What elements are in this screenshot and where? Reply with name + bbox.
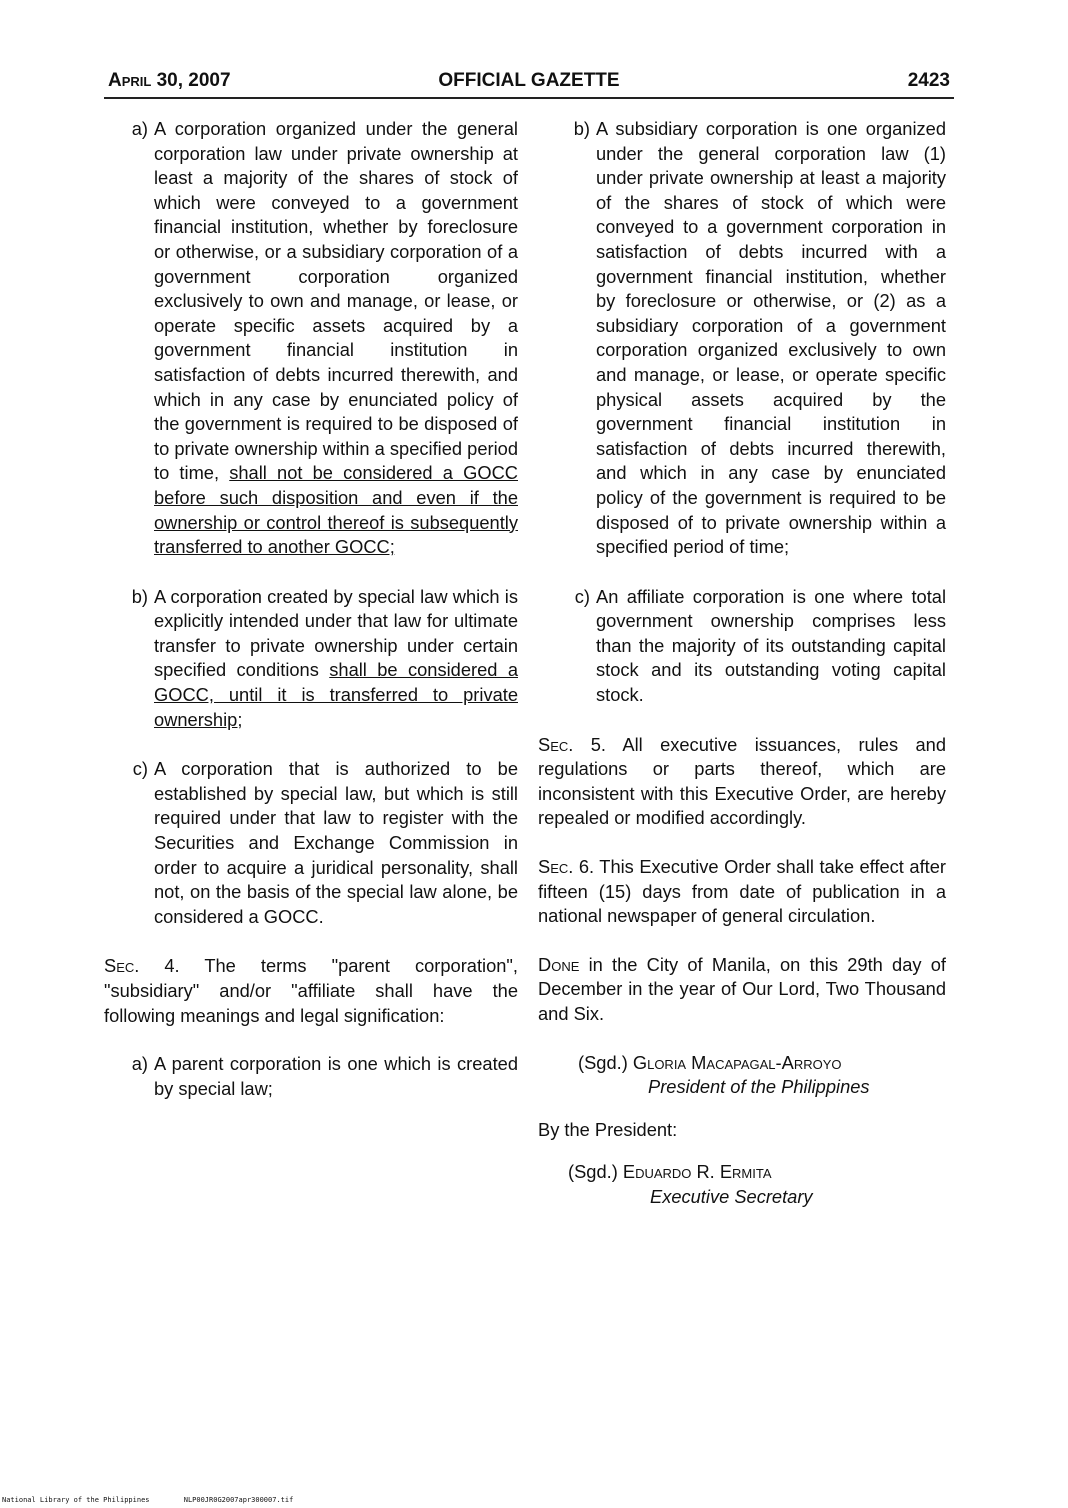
list-item — [538, 585, 946, 708]
done-label: Done — [538, 953, 580, 975]
signature-executive-secretary — [568, 1160, 946, 1209]
issue-date: April 30, 2007 — [108, 70, 231, 91]
signature-line — [568, 1160, 946, 1185]
item-text — [154, 117, 518, 560]
done-paragraph — [538, 953, 946, 1027]
section-text: All executive issuances, rules and regulations or parts thereof, which are inconsistent with this Executive Order, are hereby repealed or modified accordingly. — [538, 733, 946, 829]
item-label: c) — [574, 585, 590, 607]
signature-president — [578, 1051, 946, 1100]
publication-title: OFFICIAL GAZETTE — [438, 70, 620, 91]
right-column — [538, 117, 946, 1210]
section-text: The terms "parent corporation", "subsidiary" and/or "affiliate shall have the following meanings and legal signification: — [104, 955, 518, 1026]
item-text-plain: A corporation organized under the general corporation law under private ownership at least a majority of the shares of stock of which were conveyed to a government financial institution, whether by foreclosure or otherwise, or a subsidiary corporation of a government corporation organized exclusively to own and manage, or lease, or operate specific assets acquired by a government financial institution in satisfaction of debts incurred therewith, and which in any case by enunciated policy of the government is required to be disposed of to private ownership within a specified period to time, — [154, 118, 518, 484]
file-name: NLP00JR0G2007apr300007.tif — [183, 1496, 294, 1504]
list-item — [104, 117, 518, 560]
item-label: a) — [131, 118, 148, 139]
header-rule — [104, 97, 954, 99]
signature-prefix: (Sgd.) — [568, 1161, 623, 1183]
list-item — [104, 1052, 518, 1101]
signature-line — [578, 1051, 946, 1076]
done-text: in the City of Manila, on this 29th day of December in the year of Our Lord, Two Thousand and Six. — [538, 953, 946, 1024]
signatory-role: Executive Secretary — [650, 1185, 813, 1207]
item-label: c) — [132, 758, 148, 780]
section-6 — [538, 855, 946, 929]
signatory-name: Eduardo R. Ermita — [622, 1161, 772, 1183]
item-text: An affiliate corporation is one where total government ownership comprises less than the majority of its outstanding capital stock and its outstanding voting capital stock. — [596, 585, 946, 706]
signatory-role: President of the Philippines — [648, 1076, 870, 1098]
section-5 — [538, 733, 946, 831]
item-text: A subsidiary corporation is one organized under the general corporation law (1) under private ownership at least a majority of the shares of stock of which were conveyed to a government corporation in satisfaction of debts incurred with a government financial institution, whether by foreclosure or otherwise, or (2) as a subsidiary corporation of a government corporation organized exclusively to own and manage, or lease, or operate specific physical assets acquired by the government financial institution in satisfaction of debts incurred therewith, and which in any case by enunciated policy of the government is required to be disposed of to private ownership within a specified period of time; — [596, 118, 946, 558]
item-text-plain: A corporation created by special law which is explicitly intended under that law for ultimate transfer to private ownership under certain specified conditions — [154, 585, 518, 681]
signature-prefix: (Sgd.) — [578, 1051, 633, 1073]
item-text — [154, 585, 518, 733]
item-text: A parent corporation is one which is created by special law; — [154, 1053, 518, 1099]
section-label: Sec. 6. — [538, 856, 595, 878]
by-the-president: By the President: — [538, 1118, 678, 1140]
list-item — [104, 585, 518, 733]
signatory-name: Gloria Macapagal-Arroyo — [632, 1051, 842, 1073]
section-text: This Executive Order shall take effect after fifteen (15) days from date of publication in a national newspaper of general circulation. — [538, 856, 946, 927]
page-number: 2423 — [907, 70, 950, 91]
section-4 — [104, 954, 518, 1028]
section-label: Sec. 4. — [104, 955, 180, 977]
scan-footer — [2, 1496, 323, 1504]
library-name: National Library of the Philippines — [2, 1496, 150, 1504]
item-text-underlined: shall not be considered a GOCC before such disposition and even if the ownership or control thereof is subsequently transferred to another GOCC; — [154, 462, 518, 558]
item-label: b) — [573, 118, 590, 139]
left-column — [104, 117, 518, 1126]
list-item — [104, 757, 518, 929]
page-header — [108, 70, 950, 100]
item-text-underlined: shall be considered a GOCC, until it is transferred to private ownership; — [154, 659, 518, 730]
section-label: Sec. 5. — [538, 733, 606, 755]
item-label: a) — [131, 1053, 148, 1075]
item-text: A corporation that is authorized to be established by special law, but which is still required under that law to register with the Securities and Exchange Commission in order to acquire a juridical personality, shall not, on the basis of the special law alone, be considered a GOCC. — [154, 758, 518, 927]
list-item — [538, 117, 946, 560]
item-label: b) — [131, 585, 148, 607]
